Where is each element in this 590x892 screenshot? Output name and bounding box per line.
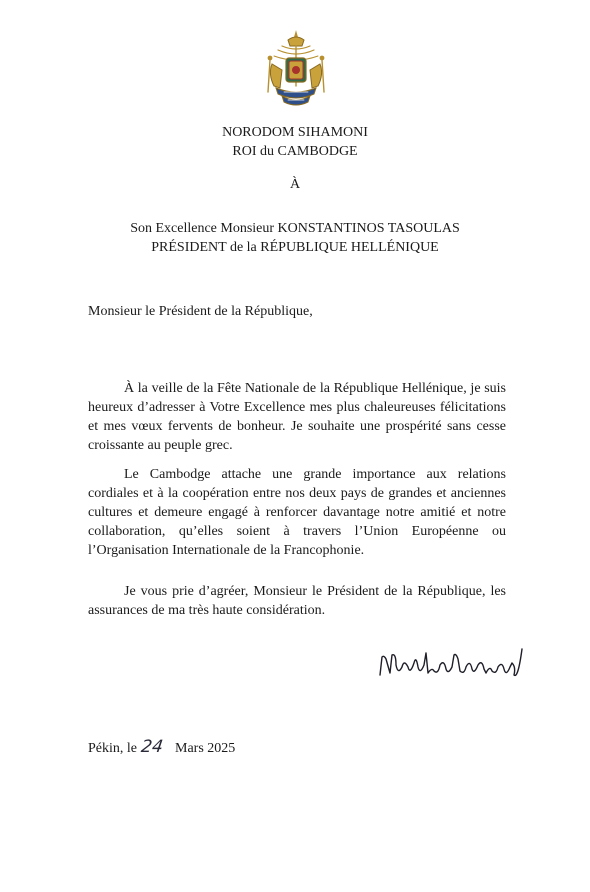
sender-block: [0, 123, 590, 161]
handwritten-signature-icon: [378, 645, 528, 681]
body-paragraph-2: Le Cambodge attache une grande importance aux relations cordiales et à la coopération entre nos deux pays de grandes et anciennes cultures et demeure engagé à renforcer davantage notre amitié et notre collaboration, qu’elles soient à travers l’Union Européenne ou l’Organisation Internationale de la Francophonie.: [88, 467, 506, 558]
date-line: [88, 738, 235, 758]
body-paragraph-3: Je vous prie d’agréer, Monsieur le Président de la République, les assurances de ma très haute considération.: [88, 584, 506, 618]
sender-title: ROI du CAMBODGE: [232, 144, 358, 159]
body-paragraph-1: À la veille de la Fête Nationale de la République Hellénique, je suis heureux d’adresser à Votre Excellence mes plus chaleureuses félicitations et mes vœux fervents de bonheur. Je souhaite une prospérité sans cesse croissante au peuple grec.: [88, 381, 506, 453]
date-month-year: Mars 2025: [175, 741, 236, 756]
sender-name: NORODOM SIHAMONI: [222, 125, 368, 140]
salutation: Monsieur le Président de la République,: [88, 304, 313, 319]
recipient-title: PRÉSIDENT de la RÉPUBLIQUE HELLÉNIQUE: [151, 240, 439, 255]
addressee-marker: À: [289, 177, 301, 192]
recipient-name: Son Excellence Monsieur KONSTANTINOS TASOULAS: [130, 221, 460, 236]
date-place: Pékin, le: [88, 741, 137, 756]
royal-coat-of-arms-icon: [258, 30, 334, 108]
date-day-handwritten: 24: [139, 737, 165, 757]
recipient-block: [0, 219, 590, 257]
